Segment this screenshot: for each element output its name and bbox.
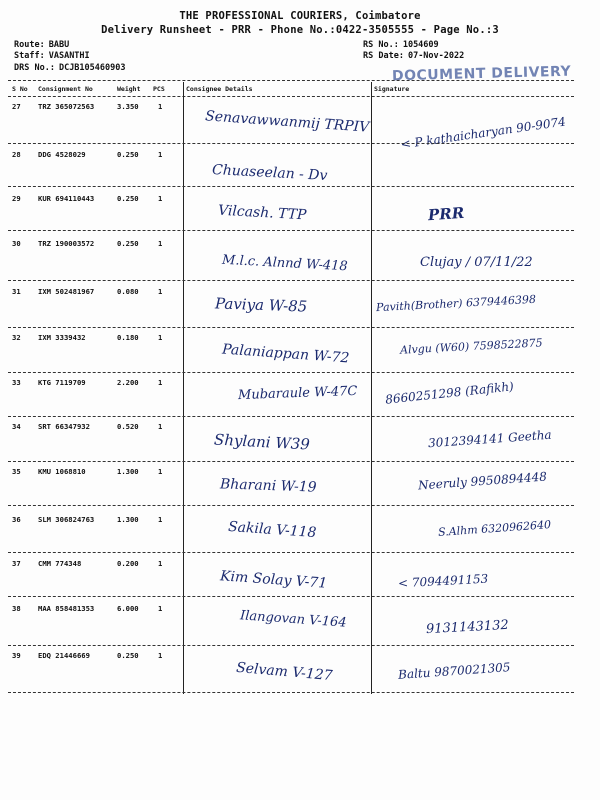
col-pcs-header: PCS bbox=[153, 85, 165, 93]
header-divider-bottom bbox=[8, 96, 574, 97]
row-pcs: 1 bbox=[158, 651, 163, 660]
rs-no-value: 1054609 bbox=[402, 40, 439, 50]
staff-field: Staff: VASANTHI bbox=[14, 51, 90, 61]
row-pcs: 1 bbox=[158, 287, 163, 296]
row-consignee-handwriting: Chuaseelan - Dv bbox=[211, 161, 328, 185]
row-weight: 0.080 bbox=[117, 287, 139, 296]
row-weight: 0.200 bbox=[117, 559, 139, 568]
rs-no-field: RS No.: 1054609 bbox=[363, 40, 439, 50]
row-consignment: TRZ 365072563 bbox=[38, 102, 95, 111]
row-consignee-handwriting: M.l.c. Alnnd W-418 bbox=[221, 252, 348, 275]
row-signature-handwriting: Alvgu (W60) 7598522875 bbox=[399, 336, 543, 357]
row-pcs: 1 bbox=[158, 559, 163, 568]
row-weight: 0.250 bbox=[117, 239, 139, 248]
row-divider bbox=[8, 230, 574, 231]
row-consignment: KMU 1068810 bbox=[38, 467, 86, 476]
row-divider bbox=[8, 143, 574, 144]
row-divider bbox=[8, 327, 574, 328]
row-consignee-handwriting: Paviya W-85 bbox=[214, 294, 308, 316]
row-pcs: 1 bbox=[158, 102, 163, 111]
document-delivery-stamp: DOCUMENT DELIVERY bbox=[391, 63, 572, 85]
row-weight: 2.200 bbox=[117, 378, 139, 387]
row-signature-handwriting: PRR bbox=[427, 203, 465, 225]
row-divider bbox=[8, 596, 574, 597]
row-consignee-handwriting: Shylani W39 bbox=[213, 430, 311, 454]
row-consignment: SRT 66347932 bbox=[38, 422, 90, 431]
row-divider bbox=[8, 186, 574, 187]
row-sno: 38 bbox=[12, 604, 21, 613]
row-sno: 33 bbox=[12, 378, 21, 387]
row-divider bbox=[8, 461, 574, 462]
row-divider bbox=[8, 552, 574, 553]
row-consignee-handwriting: Vilcash. TTP bbox=[217, 202, 307, 224]
row-signature-handwriting: 3012394141 Geetha bbox=[427, 427, 552, 451]
row-signature-handwriting: Baltu 9870021305 bbox=[397, 660, 511, 682]
row-pcs: 1 bbox=[158, 422, 163, 431]
row-sno: 28 bbox=[12, 150, 21, 159]
row-pcs: 1 bbox=[158, 194, 163, 203]
row-weight: 0.250 bbox=[117, 651, 139, 660]
row-weight: 6.000 bbox=[117, 604, 139, 613]
row-sno: 29 bbox=[12, 194, 21, 203]
row-consignment: SLM 306824763 bbox=[38, 515, 95, 524]
row-weight: 0.180 bbox=[117, 333, 139, 342]
row-sno: 37 bbox=[12, 559, 21, 568]
row-consignee-handwriting: Bharani W-19 bbox=[219, 476, 317, 496]
row-weight: 0.250 bbox=[117, 194, 139, 203]
drs-field: DRS No.: DCJB105460903 bbox=[14, 63, 126, 73]
row-consignment: EDQ 21446669 bbox=[38, 651, 90, 660]
row-sno: 39 bbox=[12, 651, 21, 660]
col-signature-header: Signature bbox=[374, 85, 410, 93]
row-sno: 31 bbox=[12, 287, 21, 296]
row-signature-handwriting: Neeruly 9950894448 bbox=[417, 469, 548, 493]
row-consignment: MAA 858481353 bbox=[38, 604, 95, 613]
row-pcs: 1 bbox=[158, 604, 163, 613]
col-weight-header: Weight bbox=[117, 85, 141, 93]
row-signature-handwriting: 9131143132 bbox=[425, 617, 510, 638]
row-consignment: IXM 502481967 bbox=[38, 287, 95, 296]
row-sno: 36 bbox=[12, 515, 21, 524]
row-consignment: KTG 7119709 bbox=[38, 378, 86, 387]
row-divider bbox=[8, 505, 574, 506]
col-sno-header: S No bbox=[12, 85, 28, 93]
company-title: THE PROFESSIONAL COURIERS, Coimbatore bbox=[179, 10, 421, 22]
row-sno: 32 bbox=[12, 333, 21, 342]
row-sno: 34 bbox=[12, 422, 21, 431]
row-consignee-handwriting: Selvam V-127 bbox=[235, 659, 334, 685]
row-consignee-handwriting: Mubaraule W-47C bbox=[237, 383, 358, 404]
row-divider bbox=[8, 645, 574, 646]
row-sno: 30 bbox=[12, 239, 21, 248]
row-consignee-handwriting: Senavawwanmij TRPIV bbox=[204, 108, 370, 136]
row-consignee-handwriting: Sakila V-118 bbox=[227, 518, 317, 542]
row-pcs: 1 bbox=[158, 150, 163, 159]
row-weight: 0.520 bbox=[117, 422, 139, 431]
row-signature-handwriting: < 7094491153 bbox=[397, 571, 489, 591]
col-consignment-header: Consignment No bbox=[38, 85, 93, 93]
consignee-column-rule bbox=[183, 82, 184, 694]
route-field: Route: BABU bbox=[14, 40, 70, 50]
row-consignment: DDG 4528029 bbox=[38, 150, 86, 159]
row-consignee-handwriting: Kim Solay V-71 bbox=[219, 568, 328, 592]
row-consignment: KUR 694110443 bbox=[38, 194, 95, 203]
row-consignee-handwriting: Ilangovan V-164 bbox=[239, 608, 347, 631]
signature-column-rule bbox=[371, 82, 372, 694]
row-weight: 3.350 bbox=[117, 102, 139, 111]
row-sno: 35 bbox=[12, 467, 21, 476]
header-divider-top bbox=[8, 80, 574, 81]
row-sno: 27 bbox=[12, 102, 21, 111]
row-signature-handwriting: S.Alhm 6320962640 bbox=[437, 518, 552, 539]
row-signature-handwriting: < P kathaicharyan 90-9074 bbox=[399, 114, 567, 152]
col-consignee-header: Consignee Details bbox=[186, 85, 253, 93]
row-consignment: TRZ 190003572 bbox=[38, 239, 95, 248]
row-consignment: IXM 3339432 bbox=[38, 333, 86, 342]
row-divider bbox=[8, 692, 574, 693]
row-divider bbox=[8, 280, 574, 281]
route-value: BABU bbox=[48, 40, 70, 50]
row-pcs: 1 bbox=[158, 239, 163, 248]
row-signature-handwriting: Pavith(Brother) 6379446398 bbox=[375, 292, 537, 315]
row-consignee-handwriting: Palaniappan W-72 bbox=[221, 341, 350, 367]
row-signature-handwriting: Clujay / 07/11/22 bbox=[420, 255, 533, 270]
runsheet-subtitle: Delivery Runsheet - PRR - Phone No.:0422-3505555 - Page No.:3 bbox=[101, 24, 499, 36]
row-weight: 0.250 bbox=[117, 150, 139, 159]
row-pcs: 1 bbox=[158, 467, 163, 476]
rs-date-value: 07-Nov-2022 bbox=[407, 51, 465, 61]
row-weight: 1.300 bbox=[117, 467, 139, 476]
row-pcs: 1 bbox=[158, 333, 163, 342]
row-divider bbox=[8, 416, 574, 417]
rs-date-field: RS Date: 07-Nov-2022 bbox=[363, 51, 465, 61]
row-pcs: 1 bbox=[158, 378, 163, 387]
drs-value: DCJB105460903 bbox=[58, 63, 126, 73]
row-signature-handwriting: 8660251298 (Rafikh) bbox=[384, 379, 515, 407]
row-pcs: 1 bbox=[158, 515, 163, 524]
staff-value: VASANTHI bbox=[48, 51, 90, 61]
row-consignment: CMM 774348 bbox=[38, 559, 82, 568]
row-weight: 1.300 bbox=[117, 515, 139, 524]
row-divider bbox=[8, 372, 574, 373]
